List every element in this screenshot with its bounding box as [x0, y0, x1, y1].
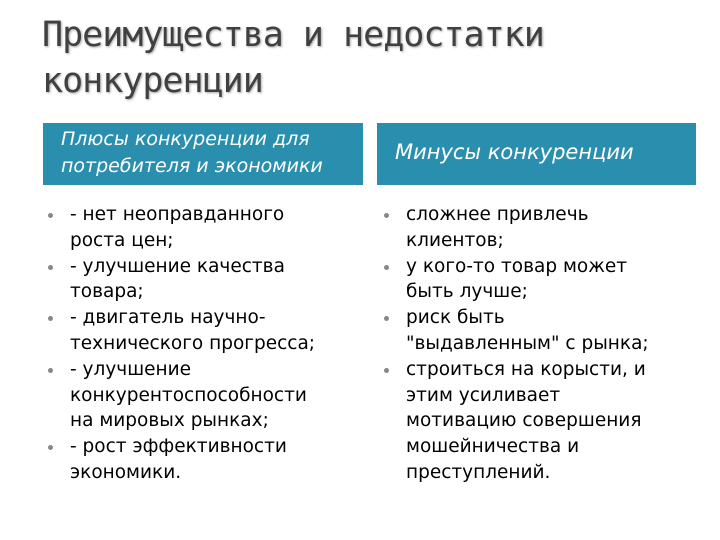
slide-title [42, 12, 692, 104]
item-line: преступлений. [406, 461, 551, 483]
slide-title-line: конкуренции [42, 61, 263, 101]
item-line: на мировых рынках; [70, 410, 269, 432]
item-line: конкурентоспособности [70, 384, 307, 406]
slide-title-line: Преимущества и недостатки [42, 15, 544, 55]
list-item [48, 202, 358, 254]
item-line: сложнее привлечь [406, 204, 589, 225]
bullet-dot-icon [48, 213, 53, 218]
list-item [384, 254, 696, 306]
bullet-dot-icon [48, 265, 53, 270]
bullet-dot-icon [48, 316, 53, 321]
item-line: - двигатель научно- [70, 307, 266, 329]
item-line: - нет неоправданного [70, 204, 285, 225]
bullet-dot-icon [48, 368, 53, 373]
item-line: этим усиливает [406, 384, 561, 406]
list-item [384, 202, 696, 254]
list-item [48, 254, 358, 306]
item-line: - улучшение [70, 358, 192, 380]
item-line: экономики. [70, 461, 182, 483]
item-line: мотивацию совершения [406, 410, 642, 432]
pros-header [43, 123, 363, 185]
bullet-dot-icon [384, 316, 389, 321]
item-line: клиентов; [406, 229, 504, 251]
list-item [384, 305, 696, 357]
item-line: технического прогресса; [70, 332, 316, 354]
bullet-dot-icon [384, 368, 389, 373]
bullet-dot-icon [48, 445, 53, 450]
cons-list [384, 202, 696, 486]
list-item [48, 305, 358, 357]
item-line: "выдавленным" с рынка; [406, 332, 649, 354]
pros-list [48, 202, 358, 486]
list-item [48, 434, 358, 486]
item-line: риск быть [406, 307, 505, 329]
item-line: - улучшение качества [70, 255, 285, 277]
item-line: товара; [70, 281, 144, 303]
item-line: - рост эффективности [70, 436, 287, 458]
pros-header-line: потребителя и экономики [61, 155, 323, 177]
list-item [384, 357, 696, 486]
item-line: строиться на корысти, и [406, 358, 646, 380]
item-line: у кого-то товар может [406, 255, 628, 277]
pros-header-line: Плюсы конкуренции для [61, 128, 310, 150]
item-line: мошейничества и [406, 436, 580, 458]
item-line: роста цен; [70, 229, 174, 251]
list-item [48, 357, 358, 434]
bullet-dot-icon [384, 265, 389, 270]
cons-header-line: Минусы конкуренции [395, 140, 634, 164]
cons-header [377, 123, 696, 185]
bullet-dot-icon [384, 213, 389, 218]
item-line: быть лучше; [406, 281, 528, 303]
